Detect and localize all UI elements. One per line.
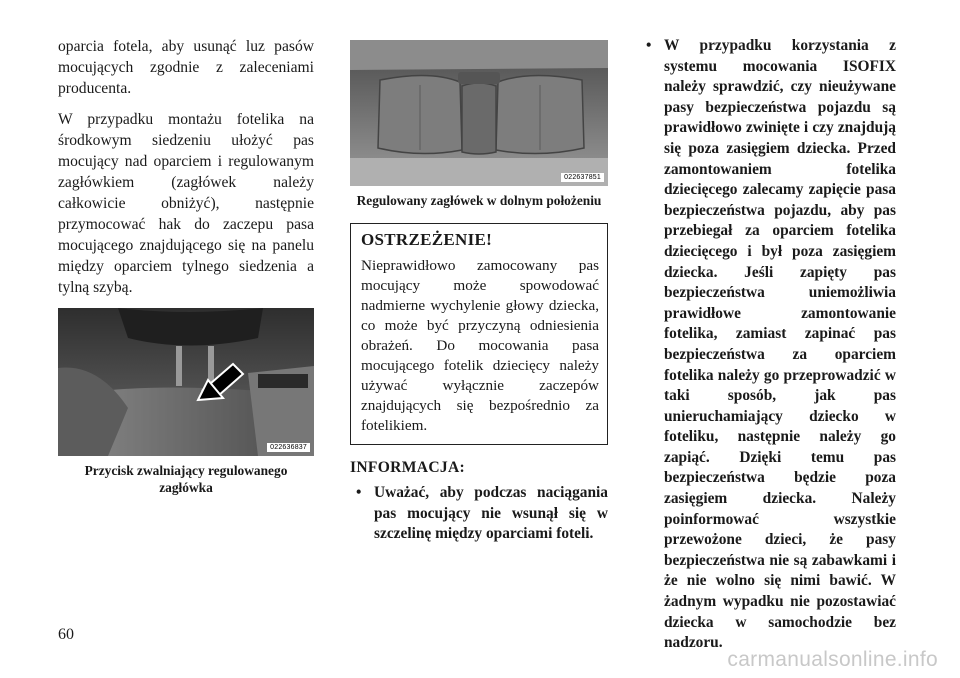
warning-text: Nieprawidłowo zamocowany pas mocujący może spowodować nadmierne wychylenie głowy dziecka, co może być przyczyną odniesienia obrażeń. Do mocowania pasa mocującego fotelik dziecięcy należy używać wyłącznie zaczepów znajdujących się bezpośrednio za fotelikiem. [361,257,599,434]
info-bullet-list [350,483,608,545]
page-number: 60 [58,626,74,643]
middle-column [350,40,608,545]
figure-code: 022637851 [561,173,604,182]
info-heading: INFORMACJA: [350,459,466,476]
figure-code: 022636837 [267,443,310,452]
list-item: • W przypadku korzystania z systemu mocowania ISOFIX należy sprawdzić, czy nieużywane pasy bezpieczeństwa pojazdu są prawidłowo zwinięte i czy znajdują się poza zasięgiem dziecka. Przed zamontowaniem fotelika dziecięcego zalecamy zapięcie pasa bezpieczeństwa pojazdu, aby pas przebiegał za oparciem fotelika dziecięcego i był poza zasięgiem dziecka. Jeśli zapięty pas bezpieczeństwa uniemożliwia prawidłowe zamontowanie fotelika, zamiast zapinać pas bezpieczeństwa za oparciem fotelika należy go przeprowadzić w taki sposób, jak pas unieruchamiający dziecko w foteliku, następnie należy go zapiąć. Dzięki temu pas bezpieczeństwa będzie poza zasięgiem dziecka. Należy poinformować wszystkie przewożone dzieci, że pasy bezpieczeństwa nie są zabawkami i że nie wolno się nimi bawić. W żadnym wypadku nie pozostawiać dziecka w samochodzie bez nadzoru. [640,36,896,654]
isofix-bullet-list [640,36,896,654]
right-column [640,36,896,654]
list-item: • Uważać, aby podczas naciągania pas mocujący nie wsunął się w szczelinę między oparciami foteli. [350,483,608,545]
body-paragraph: oparcia fotela, aby usunąć luz pasów mocujących zgodnie z zaleceniami producenta. [58,38,314,97]
headrest-lowered-photo [350,40,608,186]
body-paragraph: W przypadku montażu fotelika na środkowym siedzeniu ułożyć pas mocujący nad oparciem i regulowanym zagłówkiem (zagłówek należy całkowicie obniżyć), następnie przymocować hak do zaczepu pasa mocującego znajdującego się na panelu między oparciem tylnego siedzenia a tylną szybą. [58,111,314,296]
warning-box [350,223,608,445]
warning-title: OSTRZEŻENIE! [361,230,493,249]
headrest-release-button-photo [58,308,314,456]
figure-caption: Regulowany zagłówek w dolnym położeniu [356,193,602,208]
headrest-photo-illustration [58,308,314,456]
figure-caption: Przycisk zwalniający regulowanego zagłówka [84,463,288,495]
left-column [58,36,314,496]
watermark: carmanualsonline.info [727,648,938,671]
rear-seat-illustration [350,40,608,186]
